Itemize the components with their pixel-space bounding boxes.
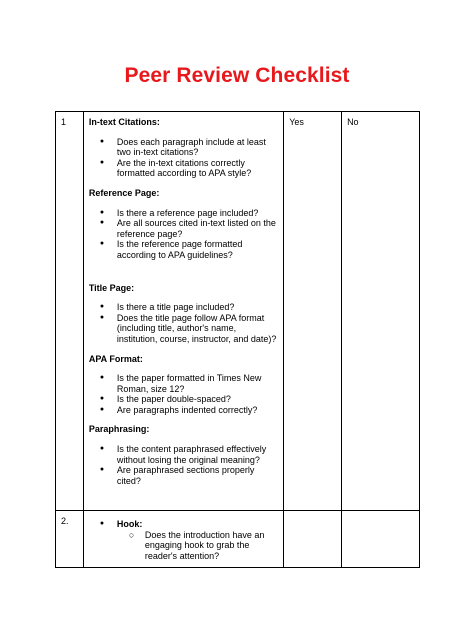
list-item: ● Is the paper double-spaced? — [117, 394, 278, 405]
row-number: 2. — [56, 511, 84, 568]
page-title: Peer Review Checklist — [124, 64, 350, 87]
list-item: ● Are the in-text citations correctly formatted according to APA style? — [117, 158, 278, 179]
checklist-table — [55, 111, 420, 568]
sub-list — [117, 530, 278, 562]
list-item — [117, 519, 278, 561]
list-item: ● Is the reference page formatted according to APA guidelines? — [117, 239, 278, 260]
list-item: ● Are paragraphs indented correctly? — [117, 405, 278, 416]
hook-label: Hook: — [116, 519, 143, 529]
section-heading: APA Format: — [88, 353, 143, 364]
list-item: ● Are paraphrased sections properly cited? — [117, 465, 278, 486]
bullet-list — [89, 302, 278, 344]
row-number: 1 — [56, 112, 84, 511]
bullet-list — [89, 444, 278, 486]
list-item: ● Is the paper formatted in Times New Roman, size 12? — [117, 373, 278, 394]
list-item: ● Does the title page follow APA format (including title, author's name, institution, course, instructor, and date)? — [117, 313, 278, 345]
list-item: ● Does each paragraph include at least two in-text citations? — [117, 137, 278, 158]
no-cell — [342, 511, 420, 568]
list-item: ● Are all sources cited in-text listed on the reference page? — [117, 218, 278, 239]
list-item: ● Is the content paraphrased effectively without losing the original meaning? — [117, 444, 278, 465]
bullet-list — [89, 208, 278, 261]
question-cell — [83, 112, 283, 511]
no-cell: No — [342, 112, 420, 511]
sub-list-item: ○ Does the introduction have an engaging hook to grab the reader's attention? — [145, 530, 278, 562]
section-heading: Paraphrasing: — [88, 424, 150, 435]
section-heading: Reference Page: — [88, 187, 160, 198]
bullet-list — [89, 373, 278, 415]
section-heading: In-text Citations: — [88, 117, 160, 127]
spacer — [89, 270, 278, 283]
bullet-list — [89, 137, 278, 179]
yes-cell — [284, 511, 342, 568]
bullet-list — [89, 519, 278, 561]
section-heading: Title Page: — [88, 282, 135, 293]
yes-cell: Yes — [284, 112, 342, 511]
list-item: ● Is there a title page included? — [117, 302, 278, 313]
list-item: ● Is there a reference page included? — [117, 208, 278, 219]
table-row — [56, 511, 420, 568]
table-row — [56, 112, 420, 511]
question-cell — [83, 511, 283, 568]
